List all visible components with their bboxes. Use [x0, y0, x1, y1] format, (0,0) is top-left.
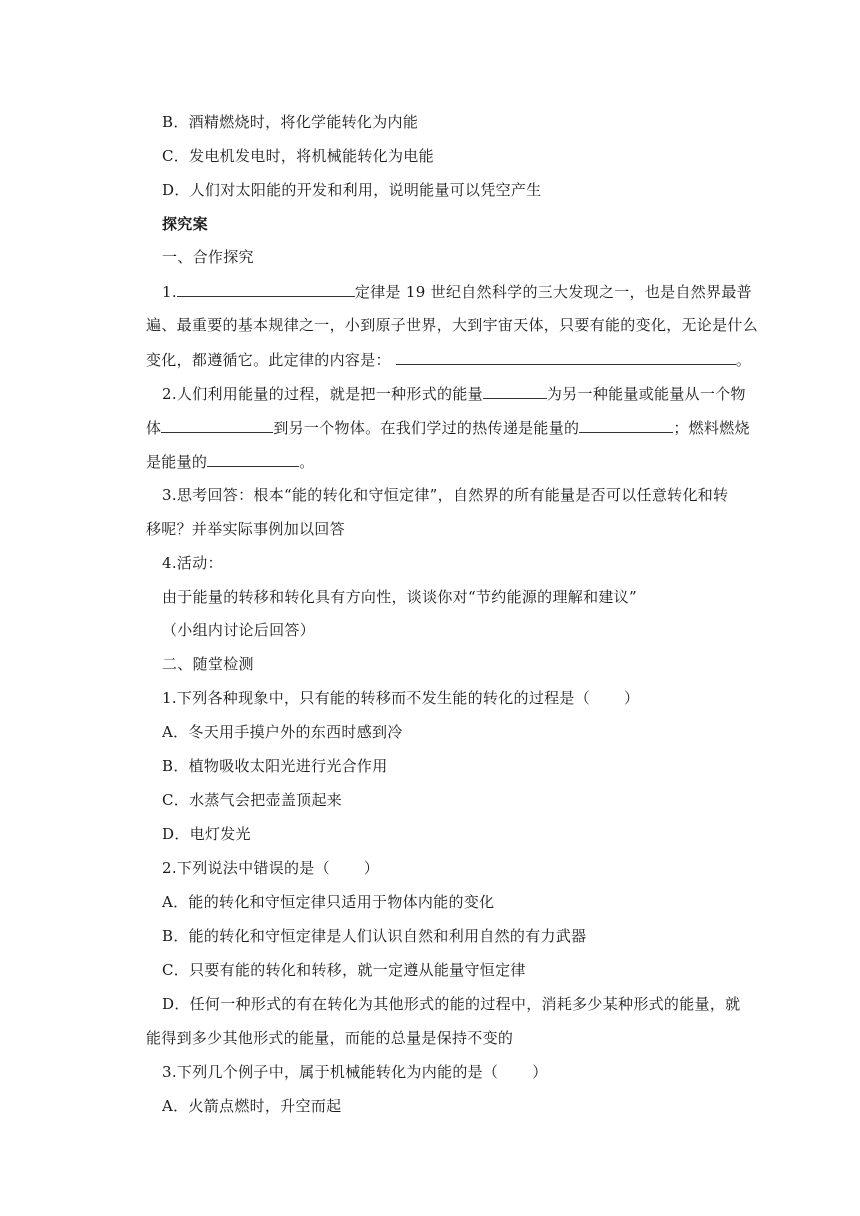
section-title: 探究案: [162, 215, 208, 233]
test-2: [162, 858, 379, 878]
test-1-option-b: B．植物吸收太阳光进行光合作用: [162, 757, 388, 775]
test-2-option-a: A．能的转化和守恒定律只适用于物体内能的变化: [162, 893, 495, 911]
question-3-line-2: 移呢？并举实际事例加以回答: [146, 520, 345, 538]
question-2-line-1: [162, 383, 746, 404]
period: 。: [735, 351, 752, 369]
question-2-line-2: [146, 417, 750, 438]
test-1-option-c: C．水蒸气会把壶盖顶起来: [162, 791, 343, 809]
part2-title: 二、随堂检测: [162, 655, 254, 673]
test-2-text: 2.下列说法中错误的是（: [162, 859, 330, 877]
fill-blank[interactable]: [177, 281, 355, 297]
question-1-line-3: [146, 349, 751, 370]
option-b-alcohol: B．酒精燃烧时，将化学能转化为内能: [162, 113, 419, 131]
close-paren: ）: [624, 689, 640, 707]
question-2-line-3: [146, 451, 315, 472]
question-1-line-2: 遍、最重要的基本规律之一，小到原子世界，大到宇宙天体，只要有能的变化，无论是什么: [146, 316, 759, 334]
test-2-option-c: C．只要有能的转化和转移，就一定遵从能量守恒定律: [162, 961, 526, 979]
question-3-line-1: 3.思考回答：根本“能的转化和守恒定律”，自然界的所有能量是否可以任意转化和转: [162, 486, 729, 504]
test-1-option-a: A．冬天用手摸户外的东西时感到冷: [162, 723, 403, 741]
test-3-text: 3.下列几个例子中，属于机械能转化为内能的是（: [162, 1063, 499, 1081]
close-paren: ）: [363, 859, 380, 877]
question-1-number: 1.: [162, 283, 177, 301]
question-2-text-b: 为另一种能量或能量从一个物: [546, 385, 746, 403]
test-2-option-b: B．能的转化和守恒定律是人们认识自然和利用自然的有力武器: [162, 927, 587, 945]
test-2-option-d-line-2: 能得到多少其他形式的能量，而能的总量是保持不变的: [146, 1029, 514, 1047]
test-2-option-d-line-1: D．任何一种形式的有在转化为其他形式的能的过程中，消耗多少某种形式的能量，就: [162, 995, 741, 1013]
question-4-note: （小组内讨论后回答）: [162, 621, 316, 639]
fill-blank[interactable]: [396, 349, 736, 365]
question-4: 4.活动：: [162, 554, 223, 572]
test-1-option-d: D．电灯发光: [162, 825, 251, 843]
test-3-option-a: A．火箭点燃时，升空而起: [162, 1097, 342, 1115]
question-2-text-e: ；燃料燃烧: [673, 419, 750, 437]
question-1-text: 定律是 19 世纪自然科学的三大发现之一，也是自然界最普: [354, 283, 752, 301]
close-paren: ）: [532, 1063, 548, 1081]
question-2-text-d: 到另一个物体。在我们学过的热传递是能量的: [273, 419, 580, 437]
test-3: [162, 1062, 548, 1082]
option-d-solar: D．人们对太阳能的开发和利用，说明能量可以凭空产生: [162, 181, 542, 199]
fill-blank[interactable]: [161, 417, 273, 433]
fill-blank[interactable]: [579, 417, 673, 433]
part1-title: 一、合作探究: [162, 248, 254, 266]
question-1-text-end: 变化，都遵循它。此定律的内容是：: [146, 351, 391, 369]
question-1-line-1: [162, 281, 752, 302]
test-1-text: 1.下列各种现象中，只有能的转移而不发生能的转化的过程是（: [162, 689, 591, 707]
fill-blank[interactable]: [207, 451, 299, 467]
test-1: [162, 688, 639, 708]
period: 。: [299, 453, 315, 471]
question-2-text: 2.人们利用能量的过程，就是把一种形式的能量: [162, 385, 483, 403]
fill-blank[interactable]: [483, 383, 547, 399]
question-2-text-f: 是能量的: [146, 453, 208, 471]
question-2-text-c: 体: [146, 419, 162, 437]
question-4-activity: 由于能量的转移和转化具有方向性，谈谈你对“节约能源的理解和建议”: [162, 588, 637, 606]
option-c-generator: C．发电机发电时，将机械能转化为电能: [162, 147, 434, 165]
